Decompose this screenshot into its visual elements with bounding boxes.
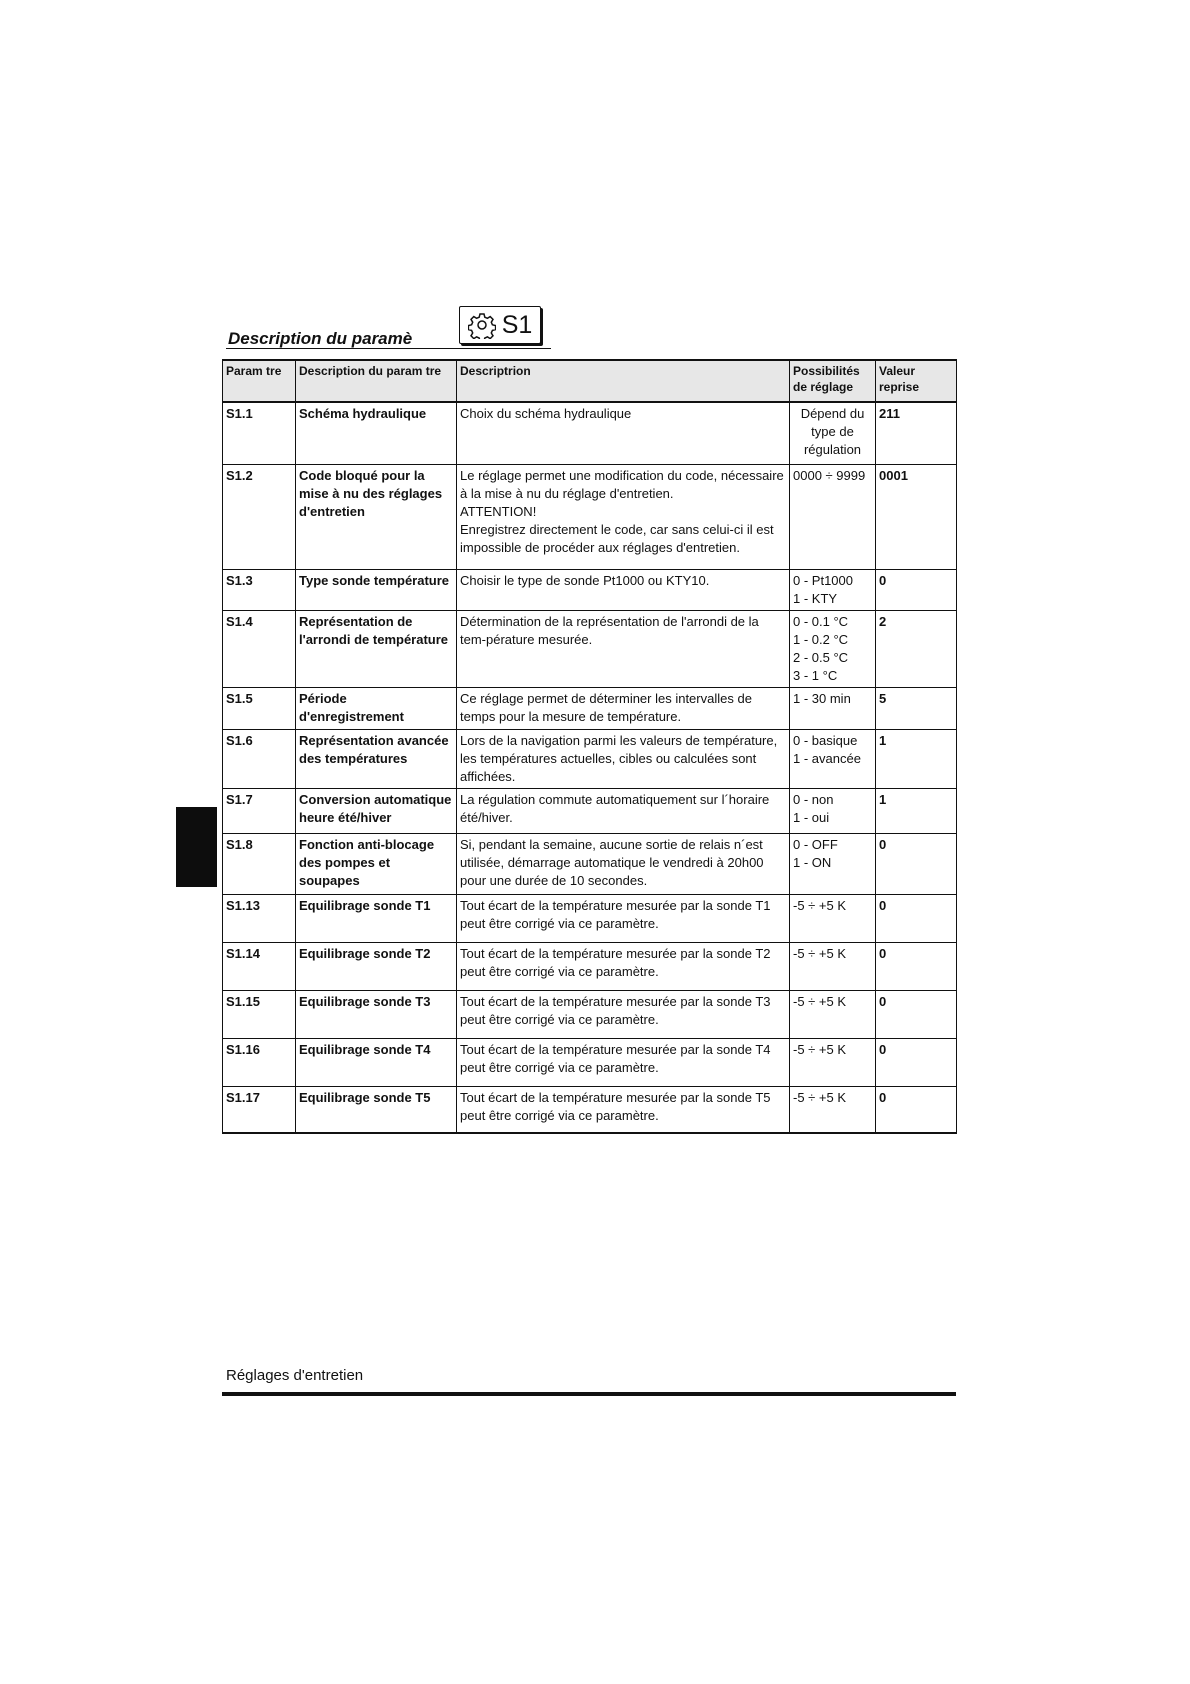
param-name: Equilibrage sonde T2 — [296, 942, 457, 990]
param-range: -5 ÷ +5 K — [790, 990, 876, 1038]
param-description: Choix du schéma hydraulique — [457, 402, 790, 464]
param-range: 0 - OFF 1 - ON — [790, 833, 876, 894]
param-description: La régulation commute automatiquement sur l´horaire été/hiver. — [457, 788, 790, 833]
param-value: 0 — [876, 1038, 957, 1086]
table-row — [223, 788, 957, 833]
param-value: 1 — [876, 788, 957, 833]
parameter-table — [222, 359, 957, 1134]
param-range: 0 - Pt1000 1 - KTY — [790, 569, 876, 610]
param-range: -5 ÷ +5 K — [790, 894, 876, 942]
header-value: Valeur reprise — [876, 360, 957, 402]
table-header-row — [223, 360, 957, 402]
param-name: Equilibrage sonde T3 — [296, 990, 457, 1038]
chapter-tab-marker — [176, 807, 217, 887]
param-range: 0 - non 1 - oui — [790, 788, 876, 833]
param-value: 0 — [876, 942, 957, 990]
footer-title: Réglages d'entretien — [226, 1367, 364, 1384]
table-row — [223, 1038, 957, 1086]
param-value: 0001 — [876, 464, 957, 569]
param-code: S1.3 — [223, 569, 296, 610]
param-code: S1.7 — [223, 788, 296, 833]
param-code: S1.16 — [223, 1038, 296, 1086]
param-value: 1 — [876, 729, 957, 788]
param-description: Le réglage permet une modification du code, nécessaire à la mise à nu du réglage d'entretien. ATTENTION! Enregistrez directement le code, car sans celui-ci il est impossible de procéder aux réglages d'entretien. — [457, 464, 790, 569]
param-name: Conversion automatique heure été/hiver — [296, 788, 457, 833]
param-name: Représentation de l'arrondi de température — [296, 610, 457, 687]
param-value: 0 — [876, 569, 957, 610]
table-row — [223, 569, 957, 610]
header-range: Possibilités de réglage — [790, 360, 876, 402]
param-description: Tout écart de la température mesurée par la sonde T1 peut être corrigé via ce paramètre. — [457, 894, 790, 942]
table-row — [223, 402, 957, 464]
param-name: Code bloqué pour la mise à nu des réglages d'entretien — [296, 464, 457, 569]
table-row — [223, 894, 957, 942]
param-value: 0 — [876, 1086, 957, 1133]
param-description: Lors de la navigation parmi les valeurs de température, les températures actuelles, cibles ou calculées sont affichées. — [457, 729, 790, 788]
header-param: Param tre — [223, 360, 296, 402]
table-row — [223, 464, 957, 569]
param-name: Equilibrage sonde T5 — [296, 1086, 457, 1133]
param-code: S1.1 — [223, 402, 296, 464]
param-name: Type sonde température — [296, 569, 457, 610]
param-range: -5 ÷ +5 K — [790, 942, 876, 990]
title-underline — [226, 348, 551, 349]
table-row — [223, 610, 957, 687]
footer-rule — [222, 1392, 956, 1396]
param-description: Tout écart de la température mesurée par la sonde T4 peut être corrigé via ce paramètre. — [457, 1038, 790, 1086]
param-description: Si, pendant la semaine, aucune sortie de relais n´est utilisée, démarrage automatique le vendredi à 20h00 pour une durée de 10 secondes. — [457, 833, 790, 894]
param-description: Détermination de la représentation de l'arrondi de la tem-pérature mesurée. — [457, 610, 790, 687]
service-settings-badge — [459, 306, 541, 344]
param-code: S1.6 — [223, 729, 296, 788]
param-range: 0 - basique 1 - avancée — [790, 729, 876, 788]
param-description: Tout écart de la température mesurée par la sonde T2 peut être corrigé via ce paramètre. — [457, 942, 790, 990]
param-range: 0000 ÷ 9999 — [790, 464, 876, 569]
param-range: -5 ÷ +5 K — [790, 1038, 876, 1086]
param-code: S1.13 — [223, 894, 296, 942]
header-name: Description du param tre — [296, 360, 457, 402]
param-code: S1.17 — [223, 1086, 296, 1133]
param-code: S1.14 — [223, 942, 296, 990]
param-value: 211 — [876, 402, 957, 464]
param-name: Période d'enregistrement — [296, 687, 457, 729]
table-row — [223, 942, 957, 990]
param-name: Equilibrage sonde T1 — [296, 894, 457, 942]
header-description: Descriptrion — [457, 360, 790, 402]
param-name: Schéma hydraulique — [296, 402, 457, 464]
param-code: S1.2 — [223, 464, 296, 569]
param-range: -5 ÷ +5 K — [790, 1086, 876, 1133]
table-row — [223, 833, 957, 894]
param-value: 2 — [876, 610, 957, 687]
param-value: 0 — [876, 894, 957, 942]
param-range: 0 - 0.1 °C 1 - 0.2 °C 2 - 0.5 °C 3 - 1 °C — [790, 610, 876, 687]
param-code: S1.15 — [223, 990, 296, 1038]
table-row — [223, 990, 957, 1038]
param-name: Fonction anti-blocage des pompes et soupapes — [296, 833, 457, 894]
table-row — [223, 729, 957, 788]
badge-code: S1 — [501, 310, 533, 339]
param-name: Equilibrage sonde T4 — [296, 1038, 457, 1086]
param-description: Tout écart de la température mesurée par la sonde T5 peut être corrigé via ce paramètre. — [457, 1086, 790, 1133]
table-row — [223, 687, 957, 729]
section-title: Description du paramè — [228, 329, 413, 348]
table-row — [223, 1086, 957, 1133]
param-value: 0 — [876, 833, 957, 894]
param-range: Dépend du type de régulation — [790, 402, 876, 464]
param-description: Tout écart de la température mesurée par la sonde T3 peut être corrigé via ce paramètre. — [457, 990, 790, 1038]
param-code: S1.8 — [223, 833, 296, 894]
param-code: S1.5 — [223, 687, 296, 729]
param-range: 1 - 30 min — [790, 687, 876, 729]
param-name: Représentation avancée des températures — [296, 729, 457, 788]
gear-icon — [468, 311, 496, 339]
param-value: 5 — [876, 687, 957, 729]
param-value: 0 — [876, 990, 957, 1038]
param-code: S1.4 — [223, 610, 296, 687]
param-description: Choisir le type de sonde Pt1000 ou KTY10. — [457, 569, 790, 610]
param-description: Ce réglage permet de déterminer les intervalles de temps pour la mesure de température. — [457, 687, 790, 729]
